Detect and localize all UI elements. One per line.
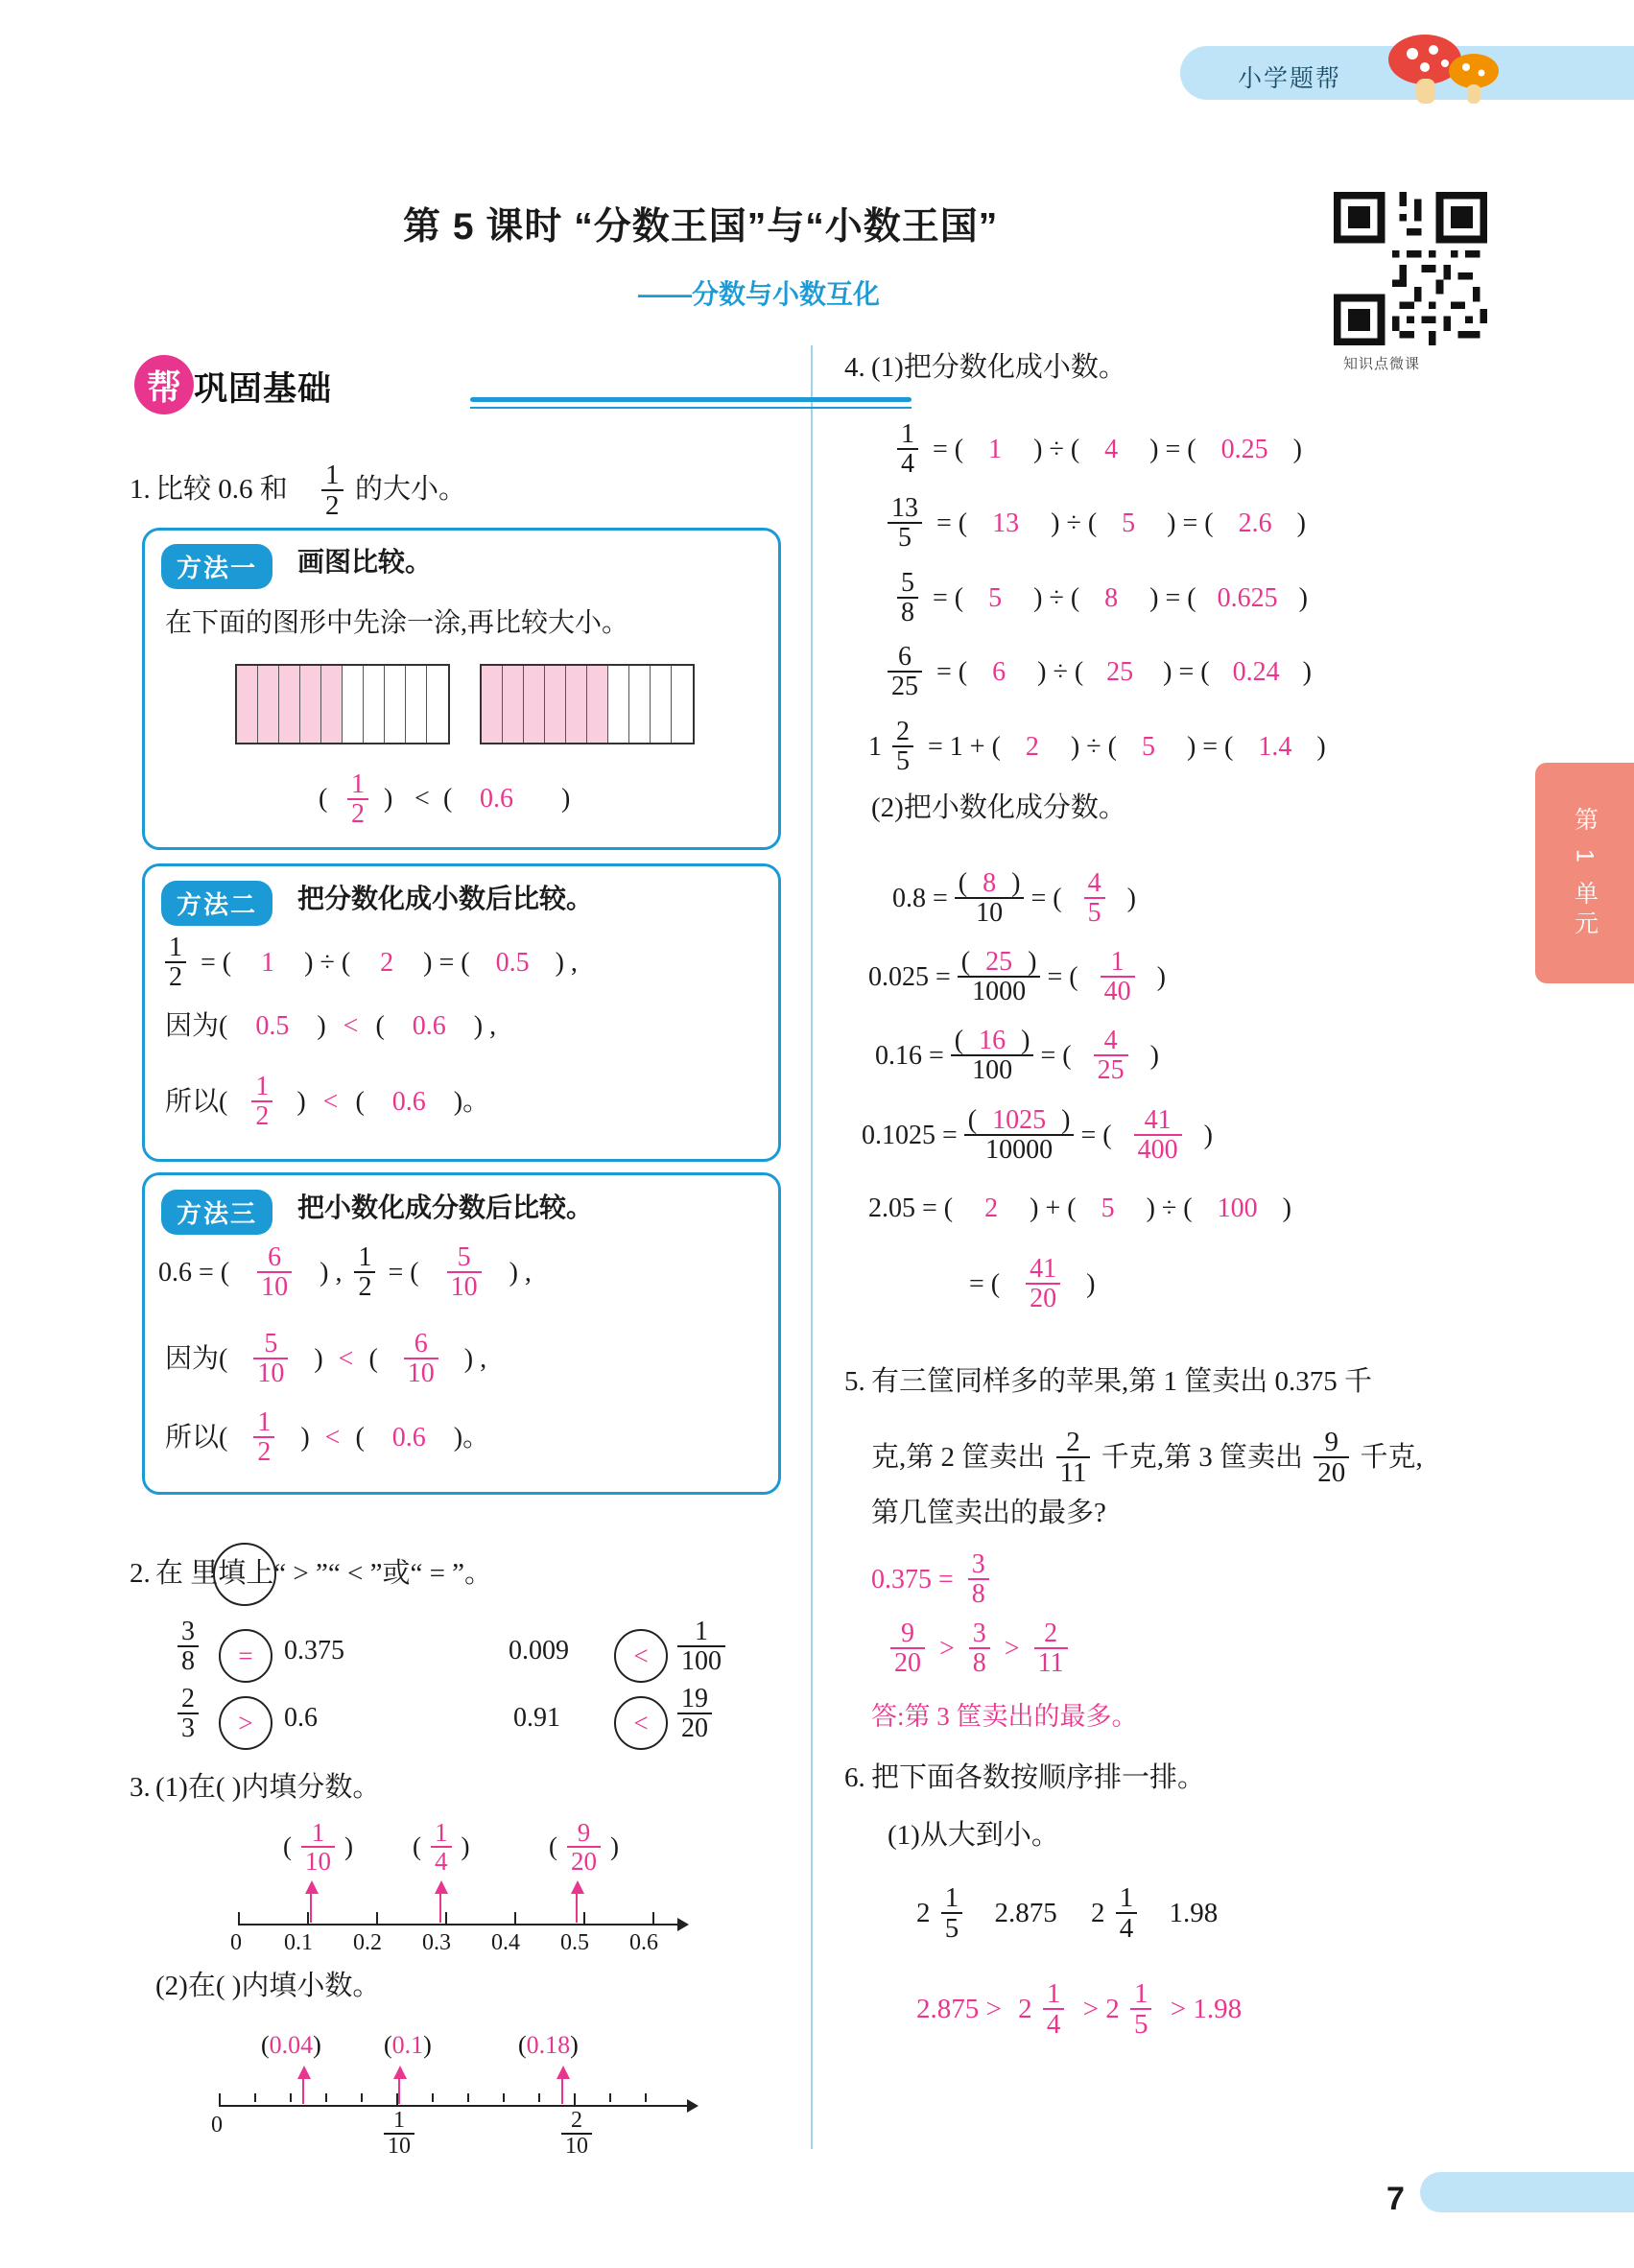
q3-p1-arrow-stem-1 [310,1892,312,1923]
section-title: 巩固基础 [194,370,333,408]
q3-p1-arrow-stem-3 [576,1892,578,1923]
page-footer-bar [1420,2172,1634,2212]
q3-p1-number-line [238,1924,679,1925]
q4-dec-row-4: 0.1025 = $\frac{( 1025 )}{10000}$ = ( $\frac{41}{400}$ ) [862,1105,1213,1166]
m2-line2: 因为( 0.5 ) < ( 0.6 ) , [165,1011,497,1041]
m3-line3: 所以( $\frac{1}{2}$ ) < ( 0.6 )。 [165,1407,490,1468]
q4-last-row: 2.05 = ( 2 ) + ( 5 ) ÷ ( 100 ) [868,1193,1291,1223]
tick [538,2093,540,2102]
q2-r2-right: $\frac{1}{100}$ [677,1619,725,1678]
q3-part1-label: (1)在( )内填分数。 [155,1772,381,1803]
q4-row-2: $\frac{13}{5}$ = ( 13 ) ÷ ( 5 ) = ( 2.6 ) [888,496,1306,555]
q2-sign-1[interactable]: = [219,1629,272,1683]
q3-p1-arrow-1 [305,1880,319,1894]
q3-part2-label: (2)在( )内填小数。 [155,1971,381,2001]
tick [645,2093,647,2102]
unit-tab: 第 1 单元 [1535,763,1634,983]
q4-part2-label: (2)把小数化成分数。 [871,792,1126,823]
bar-figure-left[interactable] [235,664,450,744]
m3-line2: 因为( $\frac{5}{10}$ ) < ( $\frac{6}{10}$ ) , [165,1329,487,1389]
method3-title: 把小数化成分数后比较。 [297,1193,594,1223]
q4-number: 4. [844,352,865,383]
method3-tag: 方法三 [161,1190,272,1235]
tick [514,1912,516,1925]
q3-p2-tick-1: $\frac{1}{10}$ [384,2111,414,2161]
q6-answer: 2.875 > 2 $\frac{1}{4}$ > 2 $\frac{1}{5}$ > 1.98 [916,1978,1243,2041]
q4-last-result: = ( $\frac{41}{20}$ ) [969,1254,1096,1314]
tick [503,2093,505,2102]
q3-p1-ans-2: ( $\frac{1}{4}$ ) [413,1818,470,1877]
frac-num: 1 [325,460,340,490]
q1-number: 1. [130,474,151,505]
m1-paren-close: ) [384,784,393,814]
q3-p1-tick-4: 0.4 [491,1930,520,1955]
q5-line2: 克,第 2 筐卖出 $\frac{2}{11}$ 千克,第 3 筐卖出 $\frac{9}{20}$ 千克, [871,1427,1423,1489]
q3-p2-arrow-stem-3 [561,2077,563,2104]
q4-row-3: $\frac{5}{8}$ = ( 5 ) ÷ ( 8 ) = ( 0.625 ) [897,571,1308,629]
method1-tag: 方法一 [161,544,272,589]
q4-row-1: $\frac{1}{4}$ = ( 1 ) ÷ ( 4 ) = ( 0.25 ) [897,422,1302,481]
q3-p2-number-line [219,2105,689,2107]
tick [325,2093,327,2102]
q3-p1-tick-1: 0.1 [284,1930,313,1955]
q4-row-mixed: 1 $\frac{2}{5}$ = 1 + ( 2 ) ÷ ( 5 ) = ( 1.4 ) [868,717,1326,777]
section-rule-2 [470,407,912,409]
column-divider [811,345,813,2149]
tick [467,2093,469,2102]
q3-p2-ans-1: (0.04) [261,2031,321,2059]
q2-text: 在 里填上“ > ”“ < ”或“ = ”。 [155,1558,493,1589]
page-number: 7 [1386,2181,1405,2217]
q2-sign-4[interactable]: < [614,1696,668,1750]
method2-tag: 方法二 [161,881,272,926]
q3-p2-axis-arrow [687,2099,699,2113]
tick [609,2093,611,2102]
q6-number: 6. [844,1762,865,1793]
tick [432,2093,434,2102]
method1-instruction: 在下面的图形中先涂一涂,再比较大小。 [165,608,629,638]
q6-items: 2 $\frac{1}{5}$ 2.875 2 $\frac{1}{4}$ 1.98 [916,1882,1219,1945]
tick [238,1912,240,1925]
frac-den: 2 [321,489,343,520]
q3-p2-arrow-stem-1 [302,2077,304,2104]
q4-dec-row-3: 0.16 = $\frac{( 16 )}{100}$ = ( $\frac{4}{25}$ ) [875,1026,1159,1086]
tick [376,1912,378,1925]
q5-work-1: 0.375 = $\frac{3}{8}$ [871,1552,989,1611]
m2-line1: $\frac{1}{2}$ = ( 1 ) ÷ ( 2 ) = ( 0.5 ) , [165,935,578,994]
q6-part1-label: (1)从大到小。 [888,1820,1059,1851]
q5-work-2: $\frac{9}{20}$ > $\frac{3}{8}$ > $\frac{2}{11}$ [890,1621,1068,1680]
q3-p1-arrow-3 [571,1880,584,1894]
tick [219,2093,221,2106]
q5-answer: 答:第 3 筐卖出的最多。 [871,1702,1138,1731]
q3-p1-ans-1: ( $\frac{1}{10}$ ) [283,1818,353,1877]
q3-number: 3. [130,1772,151,1803]
section-header [134,355,787,416]
q2-r4-left: 0.91 [513,1703,560,1733]
m2-line3: 所以( $\frac{1}{2}$ ) < ( 0.6 )。 [165,1072,490,1132]
q3-p2-ans-2: (0.1) [384,2031,432,2059]
brand-title: 小学题帮 [1238,65,1342,92]
tick [361,2093,363,2102]
bar-figure-right[interactable] [480,664,695,744]
tick [307,1912,309,1925]
q1-text-b: 的大小。 [355,474,467,505]
m1-answer-right: 0.6 [480,784,513,814]
page-title: 第 5 课时 “分数王国”与“小数王国” [403,206,999,248]
m3-line1: 0.6 = ( $\frac{6}{10}$ ) , $\frac{1}{2}$ = ( $\frac{5}{10}$ ) , [158,1242,532,1303]
q1-text-a: 比较 0.6 和 [155,474,288,505]
q4-part1-label: (1)把分数化成小数。 [871,352,1126,383]
m1-paren2-open: ( [443,784,453,814]
qr-caption: 知识点微课 [1343,357,1421,372]
qr-code-icon[interactable] [1334,192,1487,345]
q3-p2-tick-2: $\frac{2}{10}$ [561,2111,592,2161]
q3-p1-tick-3: 0.3 [422,1930,451,1955]
q2-empty-circle[interactable] [213,1543,276,1606]
q2-sign-2[interactable]: < [614,1629,668,1683]
q5-line3: 第几筐卖出的最多? [871,1498,1106,1528]
mushroom-icon [1372,27,1516,104]
tick [254,2093,256,2102]
q3-p2-arrow-1 [297,2066,311,2079]
q3-p2-tick-0: 0 [211,2113,223,2138]
q3-p1-tick-0: 0 [230,1930,242,1955]
q3-p1-ans-3: ( $\frac{9}{20}$ ) [549,1818,619,1877]
q3-p1-tick-2: 0.2 [353,1930,382,1955]
q2-r3-left: $\frac{2}{3}$ [178,1687,199,1745]
q5-line1: 有三筐同样多的苹果,第 1 筐卖出 0.375 千 [871,1366,1373,1397]
q3-p1-tick-5: 0.5 [560,1930,589,1955]
section-badge: 帮 [134,355,194,414]
tick [583,1912,585,1925]
m1-paren2-close: ) [561,784,571,814]
q1-fraction [321,462,343,523]
method1-title: 画图比较。 [297,548,433,578]
q4-row-4: $\frac{6}{25}$ = ( 6 ) ÷ ( 25 ) = ( 0.24 ) [888,645,1312,703]
q2-r1-left: $\frac{3}{8}$ [178,1619,199,1678]
q3-p1-arrow-2 [435,1880,448,1894]
m1-relation: < [414,784,430,814]
q3-p1-axis-arrow [677,1918,689,1931]
q4-dec-row-1: 0.8 = $\frac{( 8 )}{10}$ = ( $\frac{4}{5}$ ) [892,868,1136,929]
q3-p2-arrow-2 [393,2066,407,2079]
q4-dec-row-2: 0.025 = $\frac{( 25 )}{1000}$ = ( $\frac{1}{40}$ ) [868,947,1166,1007]
q3-p2-arrow-3 [557,2066,570,2079]
tick [290,2093,292,2102]
q2-r3-right: 0.6 [284,1703,318,1733]
q3-p2-ans-3: (0.18) [518,2031,579,2059]
tick [396,2093,398,2106]
q2-r2-left: 0.009 [509,1636,569,1666]
q5-number: 5. [844,1366,865,1397]
q3-p1-tick-6: 0.6 [629,1930,658,1955]
q2-r1-right: 0.375 [284,1636,344,1666]
q2-r4-right: $\frac{19}{20}$ [677,1687,712,1745]
m1-paren-open: ( [319,784,328,814]
tick [445,1912,447,1925]
section-rule [470,397,912,402]
m1-answer-left: $\frac{1}{2}$ [347,772,368,831]
tick [574,2093,576,2106]
method2-title: 把分数化成小数后比较。 [297,885,594,914]
q6-title: 把下面各数按顺序排一排。 [871,1762,1206,1793]
q2-number: 2. [130,1558,151,1589]
q2-sign-3[interactable]: > [219,1696,272,1750]
q3-p2-arrow-stem-2 [398,2077,400,2104]
tick [652,1912,654,1925]
page-subtitle: ——分数与小数互化 [638,279,881,309]
q3-p1-arrow-stem-2 [439,1892,441,1923]
